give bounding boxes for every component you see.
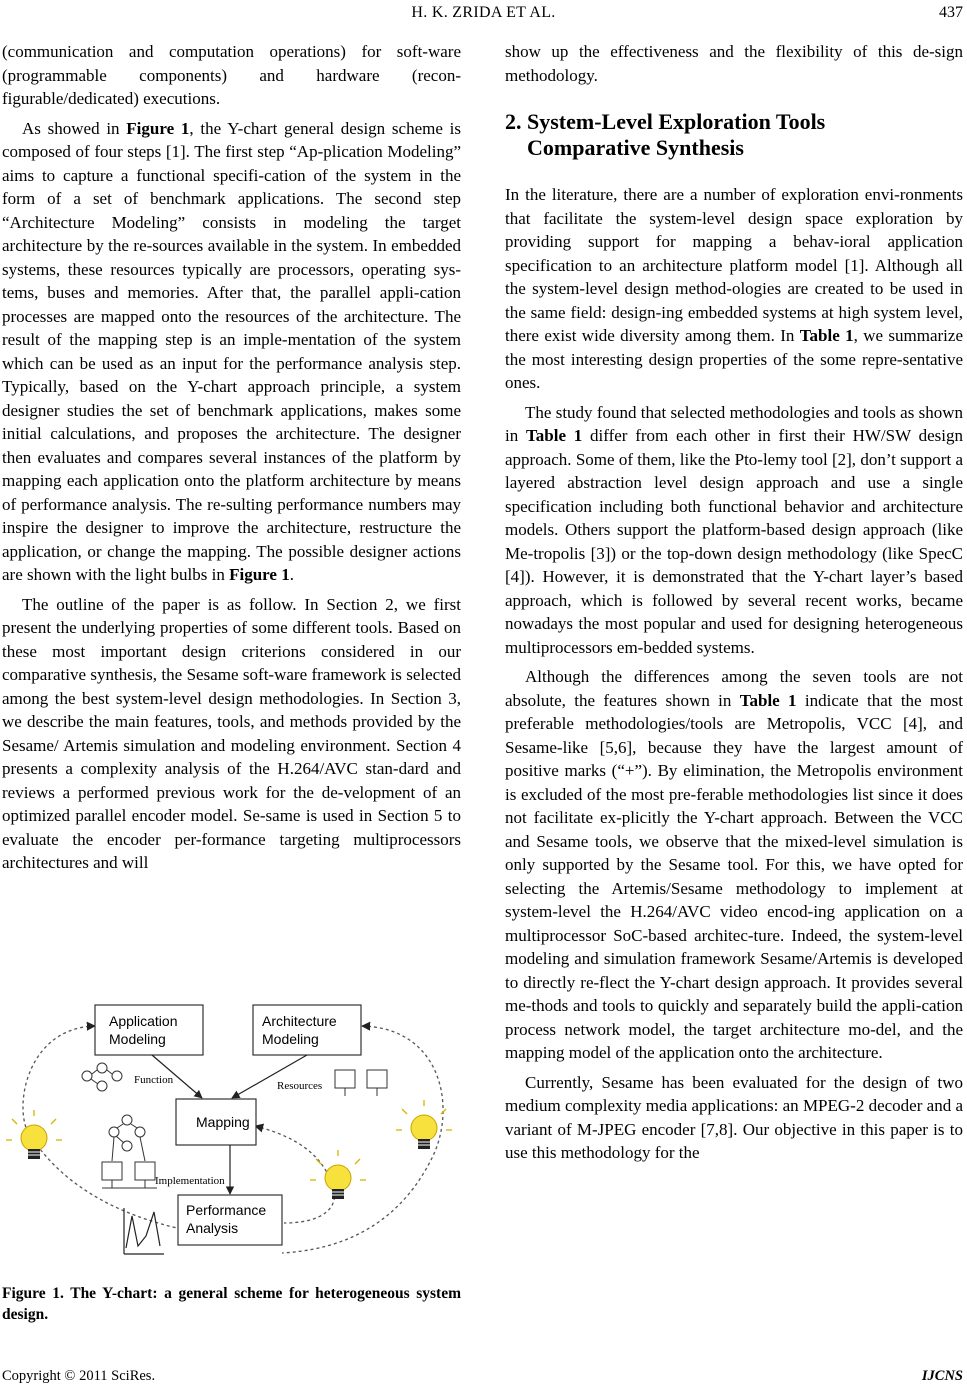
- section-heading: [505, 109, 963, 161]
- text: .: [289, 565, 294, 584]
- arch-modeling-label-2: Modeling: [262, 1031, 319, 1047]
- section-title-line-1: System-Level Exploration Tools: [527, 109, 826, 134]
- paragraph: Currently, Sesame has been evaluated for the design of two medium complexity media applications: an MPEG-2 decoder and a variant of M-JPEG encoder [7,8]. Our objective in this paper is to use this methodology for the: [505, 1072, 963, 1162]
- table-reference: Table 1: [799, 326, 854, 345]
- page-header: [0, 4, 967, 26]
- journal-name: IJCNS: [921, 1368, 963, 1384]
- page-footer: [0, 1368, 967, 1386]
- paragraph: [505, 183, 963, 395]
- perf-label-1: Performance: [186, 1202, 267, 1218]
- app-modeling-label-2: Modeling: [109, 1031, 166, 1047]
- figure-reference: Figure 1: [229, 565, 290, 584]
- text: The study found that selected methodologies and tools as shown in: [505, 402, 963, 445]
- paragraph: [2, 117, 461, 587]
- y-chart-diagram: [2, 998, 461, 1268]
- right-column: [505, 40, 963, 1171]
- section-number: 2.: [505, 109, 522, 134]
- paragraph: The outline of the paper is as follow. In Section 2, we first present the underlying properties of some different tools. Based on these most important design criterions considered in our comparative synthesis, the Sesame soft-ware framework is selected among the best system-level design methodologies. In Section 3, we describe the main features, tools, and methods provided by the Sesame/ Artemis simulation and modeling environment. Section 4 presents a complexity analysis of the H.264/AVC stan-dard and reviews a performed previous work for the de-velopment of an optimized parallel encoder model. Se-same is used in Section 5 to evaluate the encoder per-formance targeting multiprocessors architectures and will: [2, 594, 461, 872]
- paragraph: (communication and computation operations) for soft-ware (programmable components) and hardware (recon-figurable/dedicated) executions.: [2, 42, 461, 108]
- implementation-label: Implementation: [155, 1175, 225, 1187]
- text: , the Y-chart general design scheme is composed of four steps [1]. The first step “Ap-plication Modeling” aims to capture a functional specifi-cation of the system in the form of a set of benchmark applications. The second step “Architecture Modeling” consists in modeling the target architecture by the re-sources available in the system. In embedded systems, these resources typically are processors, operating sys-tems, buses and memories. After that, the parallel appli-cation processes are mapped onto the resources of the architecture. The result of the mapping step is an imple-mentation of the system which can be used as an input for the performance analysis step. Typically, based on the Y-chart approach principle, a system designer studies the set of benchmark applications, makes some initial calculations, and proposes the architecture. The designer then evaluates and compares several instances of the platform by mapping each application onto the platform architecture by means of performance analysis. The re-sulting performance numbers may inspire the designer to improve the architecture, restructure the application, or change the mapping. The possible designer actions are shown with the light bulbs in: [2, 118, 461, 584]
- text: differ from each other in first their HW/SW design approach. Some of them, like the Pto-lemy tool [2], don’t support a layered abstraction level design approach and use a single specification including both functional behavior and architecture models. Others support the platform-based design approach (like Me-tropolis [3]) or the top-down design methodology (like SpecC [4]). However, it is demonstrated that the Y-chart layer’s based approach, which is followed by several recent works, became nowadays the most popular and used for designing heterogeneous multiprocessors em-bedded systems.: [505, 426, 963, 657]
- paragraph: [505, 665, 963, 1065]
- resources-label: Resources: [277, 1080, 323, 1092]
- arch-modeling-label-1: Architecture: [262, 1013, 337, 1029]
- performance-plot-icon: [124, 1208, 164, 1254]
- text: In the literature, there are a number of exploration envi-ronments that facilitate the system-level design space exploration by providing support for mapping a behav-ioral application specification to an architecture platform model [1]. Although all the system-level design method-ologies are created to be used in the same field: design-ing embedded systems at high system level, there exist wide diversity among them. In: [505, 185, 963, 345]
- figure-caption: Figure 1. The Y-chart: a general scheme for heterogeneous system design.: [2, 1285, 461, 1323]
- mapping-label: Mapping: [196, 1114, 250, 1130]
- lightbulb-icon: [6, 1110, 62, 1159]
- table-reference: Table 1: [525, 426, 583, 445]
- lightbulb-icon: [310, 1150, 366, 1199]
- text: Although the differences among the seven tools are not absolute, the features shown in: [505, 667, 963, 710]
- y-chart-figure: [2, 998, 461, 1268]
- figure-reference: Figure 1: [126, 118, 190, 138]
- copyright: Copyright © 2011 SciRes.: [2, 1368, 156, 1384]
- app-modeling-label-1: Application: [109, 1013, 178, 1029]
- running-title: H. K. ZRIDA ET AL.: [411, 4, 556, 21]
- mapped-implementation-icon: [102, 1115, 157, 1188]
- resource-blocks-icon: [335, 1070, 387, 1096]
- section-title-line-2: Comparative Synthesis: [527, 135, 744, 160]
- paragraph: show up the effectiveness and the flexibility of this de-sign methodology.: [505, 42, 963, 85]
- table-reference: Table 1: [739, 690, 797, 710]
- function-label: Function: [134, 1074, 174, 1086]
- perf-label-2: Analysis: [186, 1220, 239, 1236]
- left-column: [2, 40, 461, 881]
- text: indicate that the most preferable methodologies/tools are Metropolis, VCC [4], and Sesame-like [5,6], because they have the largest amount of positive marks (“+”). By elimination, the Metropolis environment is excluded of the most pre-ferable methodologies list since it does not facilitate ex-plicitly the Y-chart approach. Between the VCC and Sesame tools, we observe that the mixed-level simulation is only supported by the Sesame tool. For this, we have opted for selecting the Artemis/Sesame methodology to implement at system-level the H.264/AVC video encod-ing application on a multiprocessor SoC-based architec-ture. Indeed, the system-level modeling and simulation framework Sesame/Artemis is developed to directly re-flect the Y-chart design approach. It provides several me-thods and tools to quickly and separately build the appli-cation process network model, the target architecture mo-del, and the mapping model of the application onto the architecture.: [505, 690, 963, 1062]
- text: , we summarize the most interesting design properties of the some repre-sentative ones.: [505, 326, 963, 392]
- page-number: 437: [939, 4, 963, 21]
- paragraph: [505, 401, 963, 660]
- process-graph-icon: [82, 1063, 122, 1091]
- text: As showed in: [22, 118, 127, 138]
